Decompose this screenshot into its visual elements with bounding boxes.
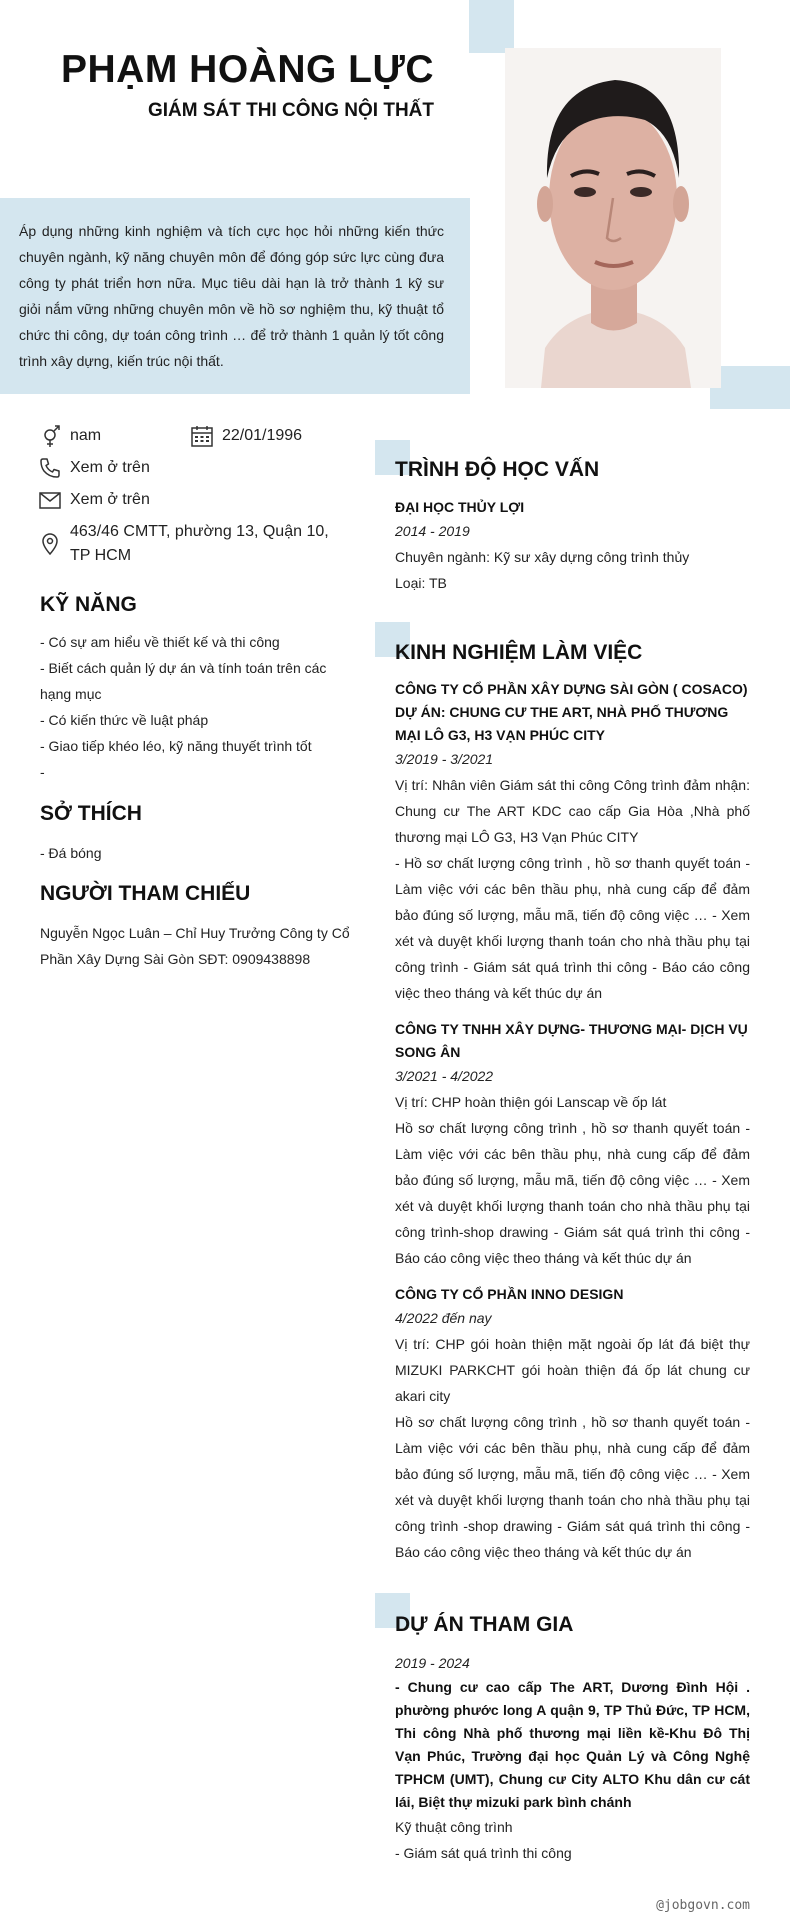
watermark: @jobgovn.com	[656, 1898, 750, 1913]
education-grade: Loại: TB	[395, 575, 447, 591]
project-entry	[395, 1651, 750, 1866]
list-item: -	[40, 764, 45, 780]
references-title: NGƯỜI THAM CHIẾU	[40, 882, 251, 905]
address-value: 463/46 CMTT, phường 13, Quận 10, TP HCM	[70, 523, 329, 564]
project-name: - Chung cư cao cấp The ART, Dương Đình Hội . phường phước long A quận 9, TP Thủ Đức, TP HCM, Thi công Nhà phố thương mại liền kề-Khu Đô Thị Vạn Phúc, Trường đại học Quản Lý và Công Nghệ TPHCM (UMT), Chung cư City ALTO Khu dân cư cát lái, Biệt thự mizuki park bình chánh	[395, 1679, 750, 1810]
education-title: TRÌNH ĐỘ HỌC VẤN	[395, 458, 600, 481]
job-period: 4/2022 đến nay	[395, 1310, 492, 1326]
job-period: 3/2019 - 3/2021	[395, 751, 494, 767]
skills-title: KỸ NĂNG	[40, 593, 137, 616]
job-position: Vị trí: Nhân viên Giám sát thi công Công trình đảm nhận: Chung cư The ART KDC cao cấp Gia Hòa ,Nhà phố thương mại LÔ G3, H3 Vạn Phúc CITY	[395, 777, 750, 845]
list-item: - Có kiến thức về luật pháp	[40, 712, 209, 728]
job-entry	[395, 678, 750, 1006]
calendar-icon	[190, 424, 214, 448]
list-item: - Giao tiếp khéo léo, kỹ năng thuyết trình tốt	[40, 738, 312, 754]
job-entry	[395, 1283, 750, 1565]
email-value: Xem ở trên	[70, 491, 150, 508]
job-company: CÔNG TY CỔ PHẦN INNO DESIGN	[395, 1286, 624, 1302]
list-item: - Biết cách quản lý dự án và tính toán trên các hạng mục	[40, 660, 327, 702]
candidate-role: GIÁM SÁT THI CÔNG NỘI THẤT	[147, 100, 434, 121]
phone-icon	[38, 456, 62, 480]
experience-title: KINH NGHIỆM LÀM VIỆC	[395, 641, 643, 664]
job-entry	[395, 1018, 750, 1271]
job-duties: Hồ sơ chất lượng công trình , hồ sơ thanh quyết toán - Làm việc với các bên thầu phụ, nhà cung cấp để đảm bảo đúng số lượng, mẫu mã, tiến độ công việc … - Xem xét và duyệt khối lượng thanh toán cho nhà thầu phụ tại công trình-shop drawing - Giám sát quá trình thi công - Báo cáo công việc theo tháng và kết thúc dự án	[395, 1120, 750, 1266]
decor-square-top	[469, 0, 514, 53]
job-period: 3/2021 - 4/2022	[395, 1068, 494, 1084]
hobbies-title: SỞ THÍCH	[40, 802, 142, 825]
education-major: Chuyên ngành: Kỹ sư xây dựng công trình thủy	[395, 549, 690, 565]
job-position: Vị trí: CHP hoàn thiện gói Lanscap về ốp lát	[395, 1094, 667, 1110]
location-pin-icon	[38, 532, 62, 556]
job-duties: - Hồ sơ chất lượng công trình , hồ sơ thanh quyết toán - Làm việc với các bên thầu phụ, nhà cung cấp để đảm bảo đúng số lượng, mẫu mã, tiến độ công việc … - Xem xét và duyệt khối lượng thanh toán cho nhà thầu phụ tại công trình - Giám sát quá trình thi công - Báo cáo công việc theo tháng và kết thúc dự án	[395, 855, 750, 1001]
gender-value: nam	[70, 427, 102, 444]
job-duties: Hồ sơ chất lượng công trình , hồ sơ thanh quyết toán - Làm việc với các bên thầu phụ, nhà cung cấp để đảm bảo đúng số lượng, mẫu mã, tiến độ công việc … - Xem xét và duyệt khối lượng thanh toán cho nhà thầu phụ tại công trình -shop drawing - Giám sát quá trình thi công - Báo cáo công việc theo tháng và kết thúc dự án	[395, 1414, 750, 1560]
education-period: 2014 - 2019	[395, 523, 470, 539]
project-period: 2019 - 2024	[395, 1655, 470, 1671]
school-name: ĐẠI HỌC THỦY LỢI	[395, 499, 525, 515]
candidate-name: PHẠM HOÀNG LỰC	[60, 48, 434, 91]
experience-list	[395, 678, 750, 1565]
hobbies-text: - Đá bóng	[40, 845, 102, 861]
education-entry	[395, 496, 750, 596]
references-text: Nguyễn Ngọc Luân – Chỉ Huy Trưởng Công ty Cổ Phần Xây Dựng Sài Gòn SĐT: 0909438898	[40, 925, 350, 967]
job-company: CÔNG TY TNHH XÂY DỰNG- THƯƠNG MẠI- DỊCH VỤ SONG ÂN	[395, 1021, 748, 1060]
email-icon	[38, 488, 62, 512]
skills-list	[40, 629, 360, 785]
list-item: - Có sự am hiểu về thiết kế và thi công	[40, 634, 280, 650]
birthdate-value: 22/01/1996	[222, 427, 303, 444]
decor-square-photo	[710, 366, 790, 409]
gender-icon	[38, 424, 62, 448]
career-summary: Áp dụng những kinh nghiệm và tích cực học hỏi những kiến thức chuyên ngành, kỹ năng chuyên môn để đóng góp sức lực cùng đưa công ty phát triển hơn nữa. Mục tiêu dài hạn là trở thành 1 kỹ sư giỏi nắm vững những chuyên môn về hồ sơ nghiệm thu, kỹ thuật tổ chức thi công, dự toán công trình … để trở thành 1 quản lý tốt công trình xây dựng, kiến trúc nội thất.	[0, 198, 470, 394]
project-line: Kỹ thuật công trình	[395, 1819, 513, 1835]
projects-title: DỰ ÁN THAM GIA	[395, 1613, 574, 1636]
profile-photo	[505, 48, 721, 388]
job-company: CÔNG TY CỔ PHẦN XÂY DỰNG SÀI GÒN ( COSACO) DỰ ÁN: CHUNG CƯ THE ART, NHÀ PHỐ THƯƠNG MẠI LÔ G3, H3 VẠN PHÚC CITY	[395, 681, 748, 743]
project-line: - Giám sát quá trình thi công	[395, 1845, 572, 1861]
job-position: Vị trí: CHP gói hoàn thiện mặt ngoài ốp lát đá biệt thự MIZUKI PARKCHT gói hoàn thiện đá ốp lát chung cư akari city	[395, 1336, 750, 1404]
phone-value: Xem ở trên	[70, 459, 150, 476]
